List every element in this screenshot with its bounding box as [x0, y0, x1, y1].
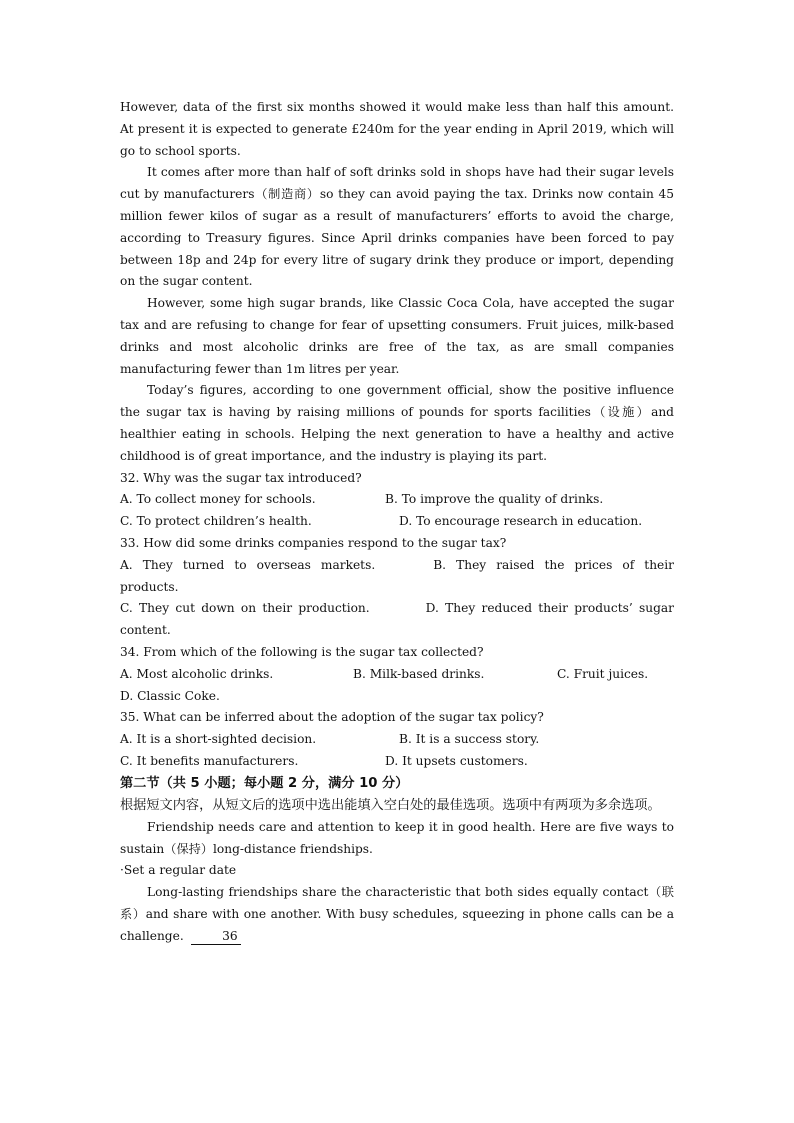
question-33-option-a: A. They turned to overseas markets. [120, 557, 376, 572]
section-2-intro: Friendship needs care and attention to keep it in good health. Here are five ways to sustain（保持）long-distance friendships. [120, 819, 674, 856]
passage-paragraph-1: However, data of the first six months showed it would make less than half this amount. At present it is expected to generate £240m for the year ending in April 2019, which will go to school sports. [120, 100, 674, 158]
question-35-option-b: B. It is a success story. [399, 732, 540, 747]
question-35-options-row-1 [120, 729, 674, 751]
passage-paragraph-2: It comes after more than half of soft drinks sold in shops have had their sugar levels cut by manufacturers（制造商）so they can avoid paying the tax. Drinks now contain 45 million fewer kilos of sugar as a result of manufacturers’ efforts to avoid the charge, according to Treasury figures. Since April drinks companies have been forced to pay between 18p and 24p for every litre of sugary drink they produce or import, depending on the sugar content. [120, 165, 674, 289]
question-33-stem: 33. How did some drinks companies respond to the sugar tax? [120, 535, 507, 550]
section-2-heading: 第二节（共 5 小题；每小题 2 分，满分 10 分） [120, 775, 409, 791]
question-35-option-a: A. It is a short-sighted decision. [120, 732, 317, 747]
question-32-option-b: B. To improve the quality of drinks. [385, 492, 604, 507]
question-32-option-d: D. To encourage research in education. [399, 514, 643, 529]
section-2-paragraph [120, 882, 674, 947]
question-33-options-ab [120, 555, 674, 599]
question-33-option-b: B. They raised the prices of their products. [120, 557, 674, 594]
section-2-instructions: 根据短文内容，从短文后的选项中选出能填入空白处的最佳选项。选项中有两项为多余选项。 [120, 797, 661, 813]
passage-paragraph-3: However, some high sugar brands, like Classic Coca Cola, have accepted the sugar tax and are refusing to change for fear of upsetting consumers. Fruit juices, milk-based drinks and most alcoholic drinks are free of the tax, as are small companies manufacturing fewer than 1m litres per year. [120, 296, 674, 376]
question-33-option-d: D. They reduced their products’ sugar content. [120, 601, 674, 638]
question-35-options-row-2 [120, 751, 674, 773]
question-35-option-d: D. It upsets customers. [385, 753, 528, 768]
page-content [120, 97, 674, 947]
question-32-option-a: A. To collect money for schools. [120, 492, 316, 507]
question-33-options-cd [120, 598, 674, 642]
question-32-options-row-2 [120, 511, 674, 533]
passage-paragraph-4: Today’s figures, according to one government official, show the positive influence the sugar tax is having by raising millions of pounds for sports facilities（设施）and healthier eating in schools. Helping the next generation to have a healthy and active childhood is of great importance, and the industry is playing its part. [120, 383, 674, 463]
question-34-option-d: D. Classic Coke. [120, 688, 220, 703]
question-34-option-b: B. Milk-based drinks. [353, 666, 485, 681]
question-33-option-c: C. They cut down on their production. [120, 601, 370, 616]
question-35-stem: 35. What can be inferred about the adoption of the sugar tax policy? [120, 710, 544, 725]
question-34-option-a: A. Most alcoholic drinks. [120, 666, 274, 681]
question-35-option-c: C. It benefits manufacturers. [120, 753, 299, 768]
blank-36[interactable]: 36 [191, 928, 241, 945]
question-32-option-c: C. To protect children’s health. [120, 514, 312, 529]
section-2-bullet-heading: ·Set a regular date [120, 863, 237, 878]
question-34-stem: 34. From which of the following is the sugar tax collected? [120, 644, 484, 659]
question-34-option-c: C. Fruit juices. [557, 666, 649, 681]
question-32-options-row-1 [120, 489, 674, 511]
section-2-paragraph-text: Long-lasting friendships share the characteristic that both sides equally contact（联系）and share with one another. With busy schedules, squeezing in phone calls can be a challenge. [120, 885, 674, 943]
question-32-stem: 32. Why was the sugar tax introduced? [120, 470, 362, 485]
question-34-options-row [120, 664, 674, 686]
